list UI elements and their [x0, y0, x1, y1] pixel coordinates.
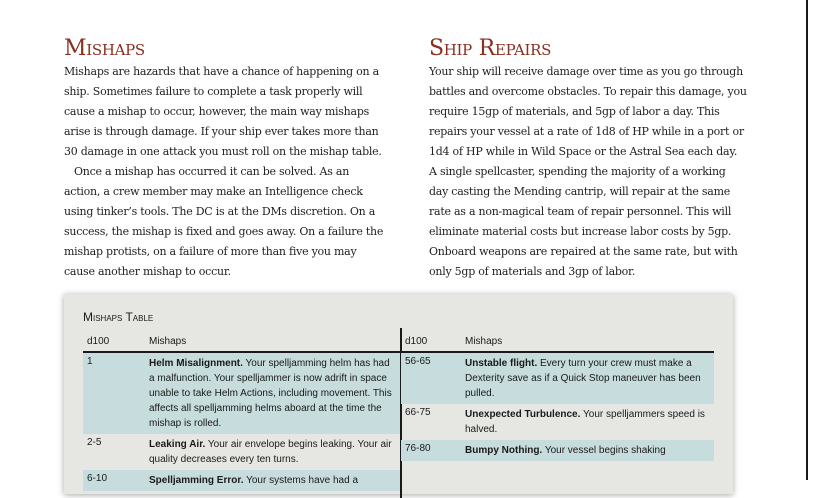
mishap-text: Your vessel begins shaking [542, 445, 666, 456]
mishap-text: Every turn your crew must make a Dexterity save as if a Quick Stop maneuver has been pulled. [465, 358, 701, 399]
row-mishap [149, 353, 394, 434]
mishap-text: Your spelljamming helm has had a malfunction. Your spelljammer is now adrift in space unable to take Helm Actions, including movement. This affects all spelljamming helms aboard at the time the mishap is rolled. [149, 358, 392, 429]
ship-repairs-paragraph: Your ship will receive damage over time as you go through battles and overcome obstacles. To repair this damage, you require 15gp of materials, and 5gp of labor a day. This repairs your vessel at a rate of 1d8 of HP while in a port or 1d4 of HP while in Wild Space or the Astral Sea each day. A single spellcaster, spending the majority of a working day casting the Mending cantrip, will repair at the same rate as a non-magical team of repair personnel. This will eliminate material costs but increase labor costs by 5gp. Onboard weapons are repaired at the same rate, but with only 5gp of materials and 3gp of labor. [429, 65, 747, 278]
table-header-left [83, 332, 401, 353]
mishap-name: Leaking Air. [149, 439, 206, 450]
table-header-right [401, 332, 714, 353]
row-mishap [149, 470, 394, 491]
mishaps-table-title: Mishaps Table [83, 310, 154, 324]
table-row [83, 353, 401, 434]
table-row [83, 434, 401, 470]
mishaps-table-right-half [401, 332, 714, 461]
mishaps-section [64, 36, 384, 282]
row-mishap [149, 434, 394, 470]
row-d100: 56-65 [405, 356, 431, 367]
mishap-name: Unexpected Turbulence. [465, 409, 581, 420]
row-d100: 76-80 [405, 443, 431, 454]
row-mishap [465, 440, 710, 461]
ship-repairs-section [429, 36, 747, 282]
table-row [401, 404, 714, 440]
mishap-text: Your spelljammers speed is halved. [465, 409, 705, 435]
header-d100: d100 [87, 336, 110, 347]
header-d100: d100 [405, 336, 428, 347]
row-d100: 6-10 [87, 473, 108, 484]
header-mishaps: Mishaps [465, 336, 503, 347]
mishaps-paragraph-1: Mishaps are hazards that have a chance of happening on a ship. Sometimes failure to complete a task properly will cause a mishap to occur, however, the main way mishaps arise is through damage. If your ship ever takes more than 30 damage in one attack you must roll on the mishap table. [64, 65, 382, 158]
mishaps-paragraph-2: Once a mishap has occurred it can be solved. As an action, a crew member may make an Intelligence check using tinker’s tools. The DC is at the DMs discretion. On a success, the mishap is fixed and goes away. On a failure the mishap protists, on a failure of more than five you may cause another mishap to occur. [64, 165, 384, 278]
table-row [401, 440, 714, 461]
mishaps-table-left-half [83, 332, 401, 491]
mishap-name: Bumpy Nothing. [465, 445, 543, 456]
row-mishap [465, 404, 710, 440]
row-d100: 66-75 [405, 407, 431, 418]
mishap-text: Your air envelope begins leaking. Your air quality decreases every ten turns. [149, 439, 392, 465]
row-d100: 1 [87, 356, 93, 367]
row-mishap [465, 353, 710, 404]
table-row [83, 470, 401, 491]
page-edge-border [806, 0, 808, 480]
mishaps-table-box [64, 294, 733, 494]
header-mishaps: Mishaps [149, 336, 187, 347]
mishap-name: Helm Misalignment. [149, 358, 243, 369]
row-d100: 2-5 [87, 437, 102, 448]
mishaps-heading: Mishaps [64, 36, 145, 61]
mishap-name: Unstable flight. [465, 358, 538, 369]
mishap-name: Spelljamming Error. [149, 475, 244, 486]
mishap-text: Your systems have had a [243, 475, 359, 486]
ship-repairs-heading: Ship Repairs [429, 36, 552, 61]
table-row [401, 353, 714, 404]
